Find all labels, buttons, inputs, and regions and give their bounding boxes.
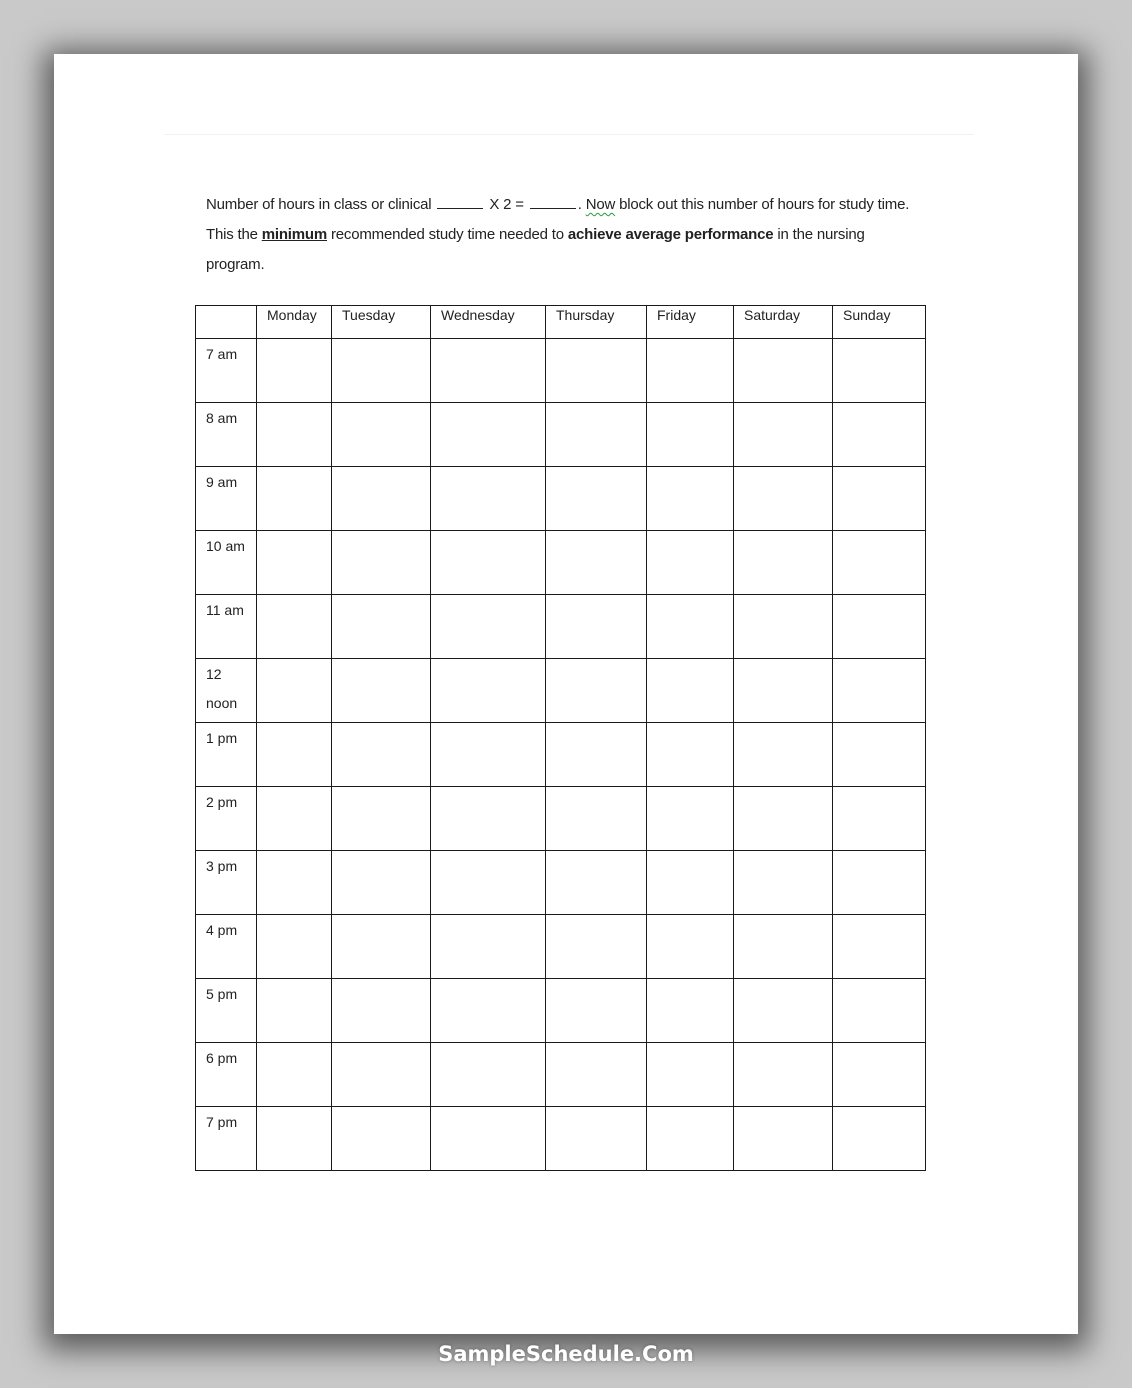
schedule-cell[interactable] (431, 915, 546, 979)
instructions-line-3: program. (206, 256, 265, 273)
schedule-cell[interactable] (257, 1107, 332, 1171)
time-label: 4 pm (196, 915, 257, 979)
schedule-cell[interactable] (647, 531, 734, 595)
hour-row (196, 915, 926, 979)
schedule-cell[interactable] (647, 851, 734, 915)
schedule-cell[interactable] (257, 403, 332, 467)
schedule-cell[interactable] (332, 1043, 431, 1107)
schedule-cell[interactable] (257, 659, 332, 723)
schedule-cell[interactable] (833, 787, 926, 851)
time-label: 7 am (196, 339, 257, 403)
schedule-cell[interactable] (833, 723, 926, 787)
schedule-cell[interactable] (734, 467, 833, 531)
document-page (54, 54, 1078, 1334)
time-label: 1 pm (196, 723, 257, 787)
schedule-cell[interactable] (546, 1107, 647, 1171)
schedule-cell[interactable] (833, 531, 926, 595)
hour-row (196, 723, 926, 787)
schedule-cell[interactable] (546, 723, 647, 787)
schedule-cell[interactable] (734, 403, 833, 467)
schedule-cell[interactable] (332, 787, 431, 851)
day-header: Monday (257, 306, 332, 339)
schedule-cell[interactable] (431, 1107, 546, 1171)
schedule-cell[interactable] (332, 659, 431, 723)
hour-row (196, 787, 926, 851)
schedule-cell[interactable] (332, 339, 431, 403)
schedule-cell[interactable] (332, 595, 431, 659)
day-header: Thursday (546, 306, 647, 339)
schedule-cell[interactable] (431, 531, 546, 595)
hour-row (196, 595, 926, 659)
time-label: 7 pm (196, 1107, 257, 1171)
schedule-cell[interactable] (647, 595, 734, 659)
time-label: 5 pm (196, 979, 257, 1043)
schedule-cell[interactable] (734, 1107, 833, 1171)
study-hours-blank[interactable] (530, 194, 576, 209)
day-header: Friday (647, 306, 734, 339)
schedule-cell[interactable] (647, 659, 734, 723)
schedule-cell[interactable] (332, 723, 431, 787)
schedule-cell[interactable] (431, 467, 546, 531)
hour-row (196, 851, 926, 915)
hour-row (196, 1107, 926, 1171)
schedule-cell[interactable] (734, 659, 833, 723)
schedule-cell[interactable] (546, 1043, 647, 1107)
site-watermark: SampleSchedule.Com (438, 1342, 694, 1366)
schedule-cell[interactable] (332, 979, 431, 1043)
schedule-cell[interactable] (833, 467, 926, 531)
schedule-cell[interactable] (647, 1107, 734, 1171)
day-header: Sunday (833, 306, 926, 339)
schedule-cell[interactable] (734, 979, 833, 1043)
schedule-cell[interactable] (546, 467, 647, 531)
day-header: Tuesday (332, 306, 431, 339)
time-label: 12 noon (196, 659, 257, 723)
schedule-cell[interactable] (431, 339, 546, 403)
schedule-cell[interactable] (257, 595, 332, 659)
schedule-cell[interactable] (546, 915, 647, 979)
header-row (196, 306, 926, 339)
time-label: 3 pm (196, 851, 257, 915)
schedule-cell[interactable] (833, 979, 926, 1043)
schedule-cell[interactable] (431, 851, 546, 915)
schedule-cell[interactable] (257, 531, 332, 595)
schedule-cell[interactable] (734, 531, 833, 595)
clinical-hours-blank[interactable] (437, 194, 483, 209)
schedule-cell[interactable] (647, 915, 734, 979)
schedule-cell[interactable] (833, 1043, 926, 1107)
schedule-cell[interactable] (734, 723, 833, 787)
hour-row (196, 1043, 926, 1107)
instructions-line-2: This the minimum recommended study time needed to achieve average performance in the nursing (206, 226, 865, 243)
corner-cell (196, 306, 257, 339)
schedule-cell[interactable] (431, 723, 546, 787)
time-label: 2 pm (196, 787, 257, 851)
minimum-emphasis: minimum (261, 226, 328, 243)
schedule-cell[interactable] (833, 403, 926, 467)
schedule-cell[interactable] (257, 915, 332, 979)
hour-row (196, 467, 926, 531)
schedule-cell[interactable] (431, 403, 546, 467)
schedule-cell[interactable] (431, 787, 546, 851)
schedule-cell[interactable] (833, 915, 926, 979)
time-label: 11 am (196, 595, 257, 659)
schedule-cell[interactable] (257, 1043, 332, 1107)
schedule-cell[interactable] (734, 787, 833, 851)
schedule-cell[interactable] (546, 403, 647, 467)
schedule-cell[interactable] (257, 467, 332, 531)
schedule-cell[interactable] (647, 1043, 734, 1107)
schedule-cell[interactable] (332, 531, 431, 595)
day-header: Wednesday (431, 306, 546, 339)
schedule-cell[interactable] (647, 787, 734, 851)
schedule-cell[interactable] (833, 339, 926, 403)
instructions-paragraph (206, 190, 966, 280)
schedule-cell[interactable] (546, 531, 647, 595)
time-label: 6 pm (196, 1043, 257, 1107)
schedule-cell[interactable] (332, 467, 431, 531)
schedule-cell[interactable] (647, 403, 734, 467)
schedule-cell[interactable] (332, 851, 431, 915)
schedule-cell[interactable] (431, 595, 546, 659)
weekly-study-schedule (195, 305, 926, 1171)
schedule-cell[interactable] (332, 403, 431, 467)
time-label: 10 am (196, 531, 257, 595)
schedule-cell[interactable] (431, 1043, 546, 1107)
schedule-cell[interactable] (332, 1107, 431, 1171)
schedule-cell[interactable] (734, 1043, 833, 1107)
schedule-cell[interactable] (257, 339, 332, 403)
schedule-cell[interactable] (257, 851, 332, 915)
grammar-flag: Now (585, 196, 616, 213)
hour-row (196, 403, 926, 467)
hour-row (196, 979, 926, 1043)
schedule-cell[interactable] (647, 979, 734, 1043)
schedule-cell[interactable] (833, 595, 926, 659)
schedule-cell[interactable] (833, 851, 926, 915)
schedule-cell[interactable] (734, 339, 833, 403)
schedule-cell[interactable] (647, 723, 734, 787)
schedule-cell[interactable] (257, 723, 332, 787)
schedule-cell[interactable] (332, 915, 431, 979)
hour-row (196, 659, 926, 723)
schedule-cell[interactable] (833, 1107, 926, 1171)
schedule-cell[interactable] (431, 659, 546, 723)
time-label: 9 am (196, 467, 257, 531)
schedule-cell[interactable] (546, 595, 647, 659)
schedule-cell[interactable] (734, 595, 833, 659)
schedule-cell[interactable] (647, 339, 734, 403)
schedule-cell[interactable] (734, 915, 833, 979)
day-header: Saturday (734, 306, 833, 339)
hour-row (196, 339, 926, 403)
schedule-cell[interactable] (546, 339, 647, 403)
schedule-cell[interactable] (734, 851, 833, 915)
schedule-cell[interactable] (546, 659, 647, 723)
schedule-cell[interactable] (546, 851, 647, 915)
hour-row (196, 531, 926, 595)
header-divider (164, 134, 974, 135)
performance-emphasis: achieve average performance (567, 226, 774, 243)
schedule-cell[interactable] (546, 979, 647, 1043)
schedule-cell[interactable] (833, 659, 926, 723)
schedule-cell[interactable] (257, 979, 332, 1043)
schedule-cell[interactable] (257, 787, 332, 851)
schedule-cell[interactable] (546, 787, 647, 851)
schedule-cell[interactable] (431, 979, 546, 1043)
instructions-line-1: Number of hours in class or clinical X 2 = . Now block out this number of hours for study time. (206, 196, 910, 213)
schedule-cell[interactable] (647, 467, 734, 531)
time-label: 8 am (196, 403, 257, 467)
